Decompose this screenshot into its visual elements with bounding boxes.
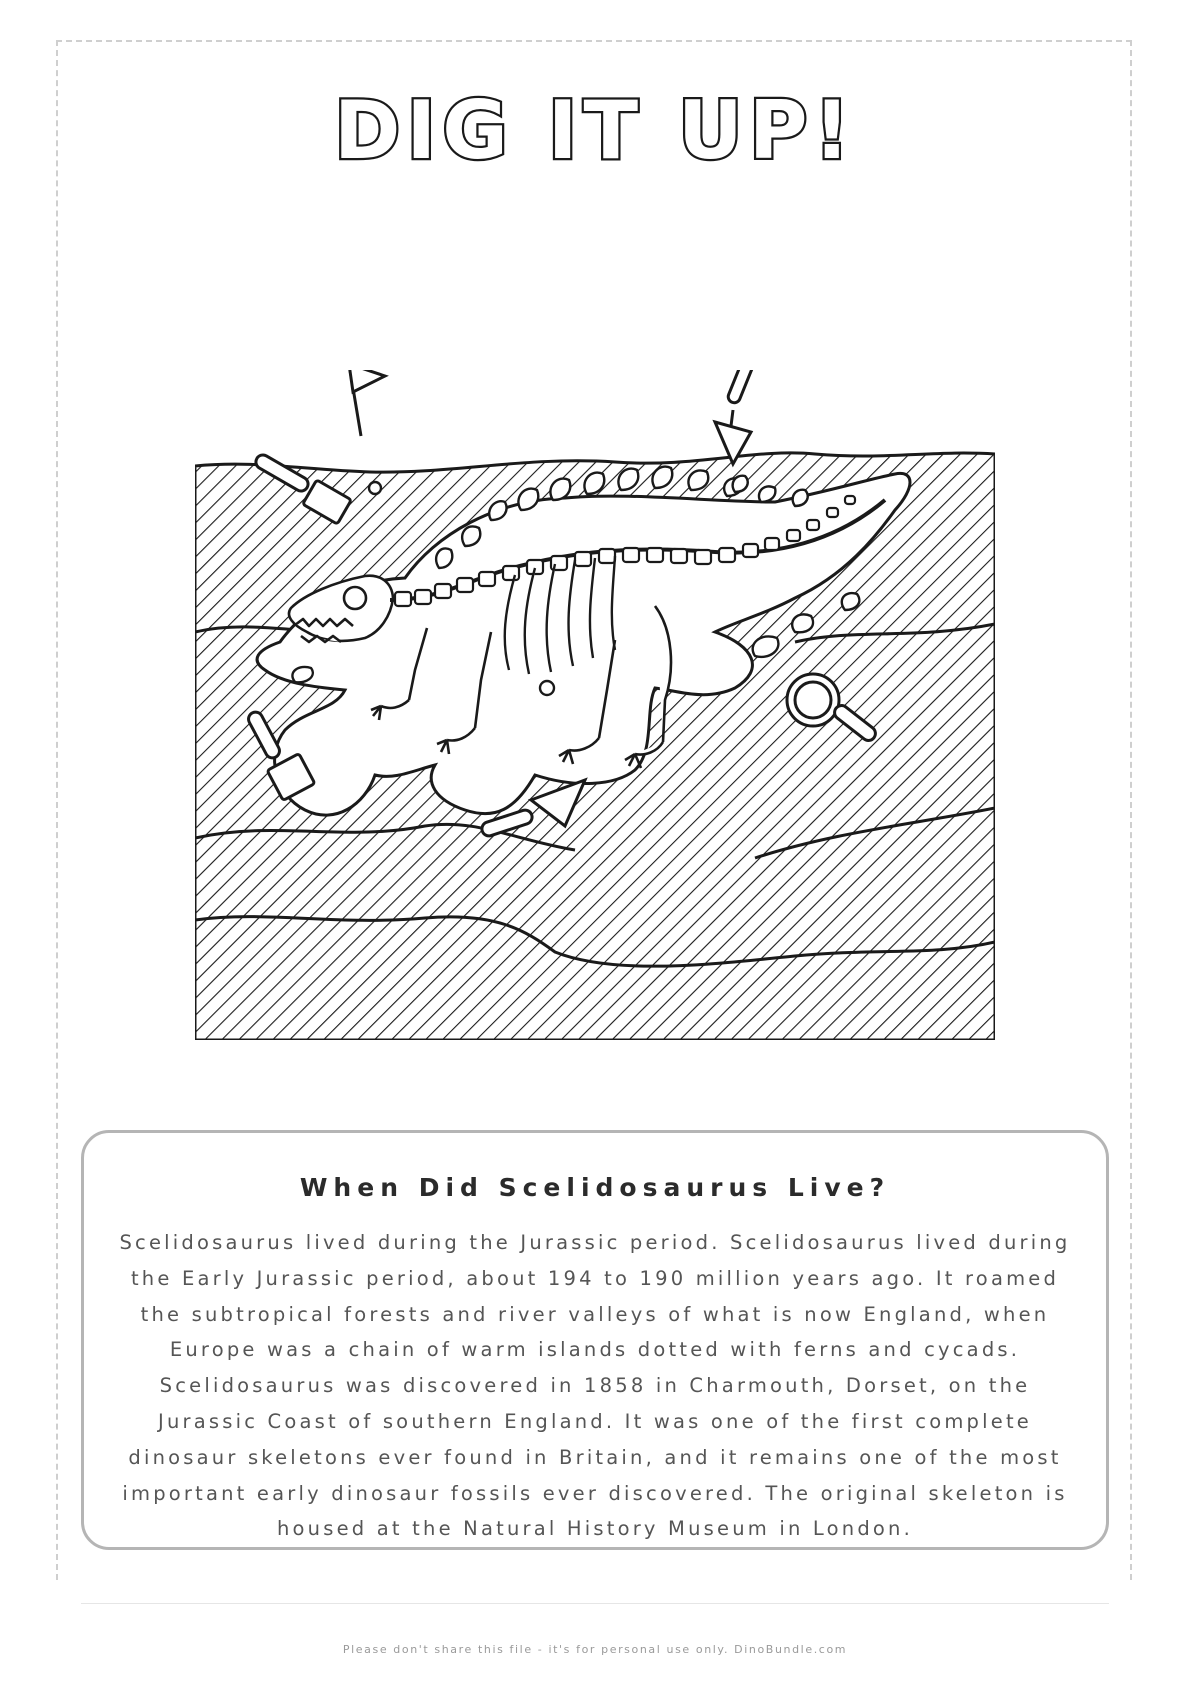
page-title-text: DIG IT UP!	[334, 84, 856, 174]
page-title	[0, 84, 1190, 174]
flag-icon	[349, 370, 385, 436]
trowel-icon	[715, 370, 756, 464]
dig-site-illustration	[195, 370, 995, 1040]
info-heading: When Did Scelidosaurus Live?	[299, 1173, 891, 1202]
info-body: Scelidosaurus lived during the Jurassic period. Scelidosaurus lived during the Early Jurassic period, about 194 to 190 million years ago. It roamed the subtropical forests and river valleys of what is now England, when Europe was a chain of warm islands dotted with ferns and cycads. Scelidosaurus was discovered in 1858 in Charmouth, Dorset, on the Jurassic Coast of southern England. It was one of the first complete dinosaur skeletons ever found in Britain, and it remains one of the most important early dinosaur fossils ever discovered. The original skeleton is housed at the Natural History Museum in London.	[119, 1231, 1071, 1541]
info-box	[81, 1130, 1109, 1550]
footer-note: Please don't share this file - it's for personal use only. DinoBundle.com	[342, 1643, 848, 1656]
footer-divider	[81, 1603, 1109, 1604]
